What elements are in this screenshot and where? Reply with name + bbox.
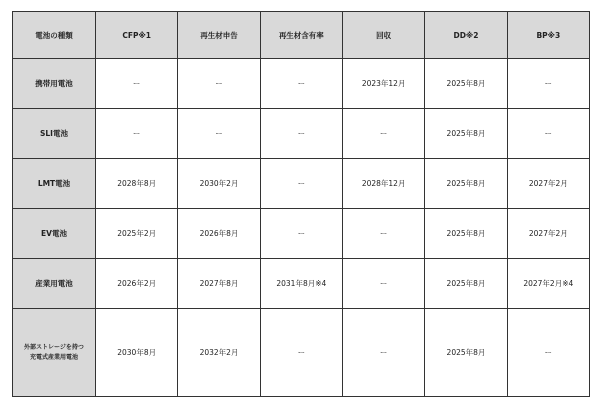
table-cell: 2026年2月 (96, 259, 178, 309)
table-cell: ー (342, 259, 424, 309)
row-label: SLI電池 (13, 109, 96, 159)
table-cell: 2023年12月 (342, 59, 424, 109)
row-label: 産業用電池 (13, 259, 96, 309)
table-cell: 2032年2月 (178, 309, 260, 397)
table-cell: ー (178, 59, 260, 109)
table-row (13, 109, 590, 159)
table-row (13, 309, 590, 397)
row-label-line: 充電式産業用電池 (29, 353, 78, 361)
table-cell: ー (260, 109, 342, 159)
table-cell: 2028年12月 (342, 159, 424, 209)
row-label: 携帯用電池 (13, 59, 96, 109)
table-cell: 2028年8月 (96, 159, 178, 209)
table-cell: ー (342, 209, 424, 259)
table-row (13, 259, 590, 309)
table-cell: 2025年8月 (425, 109, 507, 159)
table-cell: ー (178, 109, 260, 159)
table-cell: ー (260, 309, 342, 397)
table-cell: 2030年8月 (96, 309, 178, 397)
table-cell: ー (260, 59, 342, 109)
header-battery-type: 電池の種類 (13, 12, 96, 59)
table-cell: ー (96, 59, 178, 109)
header-bp: BP※3 (507, 12, 589, 59)
table-cell: ー (96, 109, 178, 159)
table-cell: ー (507, 59, 589, 109)
header-recycled-declaration: 再生材申告 (178, 12, 260, 59)
table-cell: ー (507, 109, 589, 159)
header-recycled-content: 再生材含有率 (260, 12, 342, 59)
table-row (13, 159, 590, 209)
table-cell: 2027年8月 (178, 259, 260, 309)
row-label-line: 外部ストレージを持つ (24, 343, 84, 351)
table-cell: ー (507, 309, 589, 397)
row-label: EV電池 (13, 209, 96, 259)
table-cell: 2025年8月 (425, 259, 507, 309)
table-cell: 2025年8月 (425, 59, 507, 109)
table-cell: ー (260, 159, 342, 209)
table-cell: 2026年8月 (178, 209, 260, 259)
table-cell: ー (342, 309, 424, 397)
table-cell: ー (342, 109, 424, 159)
header-row (13, 12, 590, 59)
regulation-timeline-table (12, 11, 590, 397)
table-cell: 2027年2月※4 (507, 259, 589, 309)
table-cell: 2027年2月 (507, 209, 589, 259)
header-collection: 回収 (342, 12, 424, 59)
table-cell: 2025年8月 (425, 159, 507, 209)
table-cell: 2025年8月 (425, 309, 507, 397)
table-row (13, 209, 590, 259)
table-cell: 2031年8月※4 (260, 259, 342, 309)
table-row (13, 59, 590, 109)
table-cell: 2027年2月 (507, 159, 589, 209)
table-cell: ー (260, 209, 342, 259)
table-cell: 2030年2月 (178, 159, 260, 209)
table-cell: 2025年8月 (425, 209, 507, 259)
table-cell: 2025年2月 (96, 209, 178, 259)
header-cfp: CFP※1 (96, 12, 178, 59)
row-label (13, 309, 96, 397)
header-dd: DD※2 (425, 12, 507, 59)
row-label: LMT電池 (13, 159, 96, 209)
